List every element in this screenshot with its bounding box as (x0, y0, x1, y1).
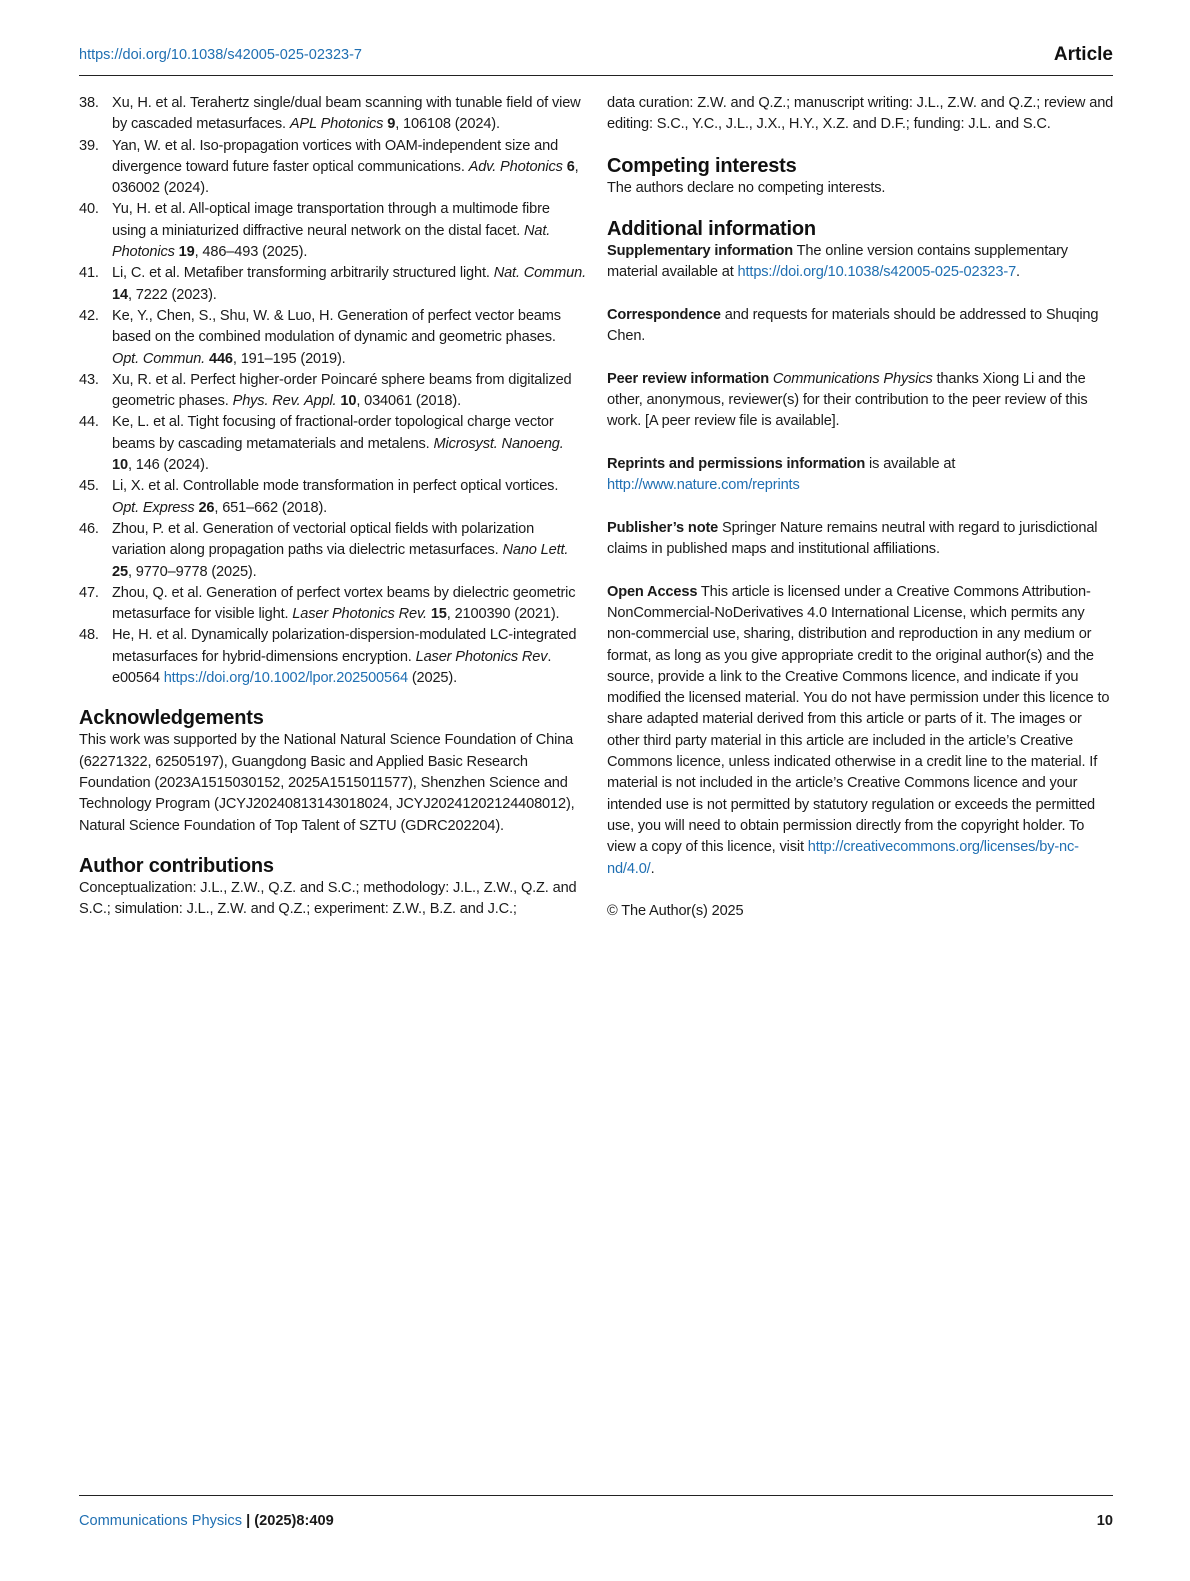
reference-pages: , 2100390 (2021). (446, 606, 560, 623)
reference-journal: Nat. Commun. (493, 265, 586, 282)
reference-pages: , 106108 (2024). (395, 116, 500, 133)
reference-number: 47. (79, 584, 99, 601)
article-type-label: Article (1053, 44, 1113, 65)
reference-item (79, 263, 586, 306)
reference-pages: , 9770–9778 (2025). (127, 563, 257, 580)
open-access-end: . (650, 860, 655, 877)
reference-text: Xu, R. et al. Perfect higher-order Poincaré sphere beams from digitalized geometric phases. (112, 371, 572, 410)
reference-number: 38. (79, 95, 99, 111)
correspondence-label: Correspondence (607, 306, 721, 323)
reference-text: He, H. et al. Dynamically polarization-dispersion-modulated LC-integrated metasurfaces for hybrid-dimensions encryption. (112, 627, 577, 665)
reprints-information (607, 454, 1114, 497)
supplementary-link[interactable]: https://doi.org/10.1038/s42005-025-02323-7 (737, 264, 1017, 281)
reference-journal: Microsyst. Nanoeng. (433, 435, 564, 452)
reference-journal: Nano Lett. (502, 542, 569, 559)
reference-volume: 10 (112, 457, 128, 474)
reference-item (79, 625, 586, 689)
supplementary-text: The online version contains supplementary material available at (607, 242, 1068, 281)
peer-review-text: thanks Xiong Li and the other, anonymous, reviewer(s) for their contribution to the peer review of this work. [A peer review file is available]. (607, 370, 1088, 430)
reference-pages: , 7222 (2023). (127, 286, 217, 303)
reference-text: Li, C. et al. Metafiber transforming arbitrarily structured light. (112, 265, 494, 282)
reference-volume: 25 (112, 563, 128, 580)
author-contributions-text: Conceptualization: J.L., Z.W., Q.Z. and S.C.; methodology: J.L., Z.W., Q.Z. and S.C.; simulation: J.L., Z.W. and Q.Z.; experiment: Z.W., B.Z. and J.C.; (79, 879, 577, 918)
reference-text: Ke, Y., Chen, S., Shu, W. & Luo, H. Generation of perfect vector beams based on the combined modulation of dynamic and geometric phases. (112, 307, 561, 346)
acknowledgements-heading: Acknowledgements (79, 707, 264, 730)
correspondence-text: and requests for materials should be addressed to Shuqing Chen. (607, 306, 1099, 345)
reference-item (79, 93, 586, 136)
reference-text: Xu, H. et al. Terahertz single/dual beam scanning with tunable field of view by cascaded metasurfaces. (112, 95, 581, 133)
reference-journal: APL Photonics (289, 116, 384, 133)
reference-number: 42. (79, 307, 99, 324)
reference-journal: Adv. Photonics (468, 158, 563, 175)
reference-number: 48. (79, 627, 99, 644)
page-number: 10 (1096, 1513, 1113, 1529)
publishers-note (607, 518, 1114, 561)
license-link[interactable]: http://creativecommons.org/licenses/by-nc-nd/4.0/ (607, 839, 1079, 877)
reference-volume: 14 (112, 286, 128, 303)
header-divider (79, 75, 1113, 76)
supplementary-label: Supplementary information (607, 242, 793, 259)
reference-item (79, 583, 586, 626)
reference-doi-link[interactable]: https://doi.org/10.1002/lpor.202500564 (163, 670, 408, 687)
reference-number: 45. (79, 478, 99, 495)
reference-text: Li, X. et al. Controllable mode transformation in perfect optical vortices. (112, 478, 559, 495)
reprints-text: is available at (865, 455, 956, 472)
reference-item (79, 519, 586, 583)
reference-number: 41. (79, 265, 99, 282)
open-access-label: Open Access (607, 583, 698, 600)
author-contributions-continued: data curation: Z.W. and Q.Z.; manuscript writing: J.L., Z.W. and Q.Z.; review and editing: S.C., Y.C., J.L., J.X., H.Y., X.Z. and D.F.; funding: J.L. and S.C. (607, 95, 1114, 133)
publishers-note-label: Publisher’s note (607, 519, 719, 536)
competing-interests-text: The authors declare no competing interests. (607, 179, 886, 196)
reference-pages: , 191–195 (2019). (232, 350, 346, 367)
right-column (607, 93, 1114, 922)
reference-item (79, 306, 586, 370)
peer-review-label: Peer review information (607, 370, 769, 387)
reference-volume: 9 (387, 116, 396, 133)
peer-review-information (607, 369, 1114, 433)
reference-volume: 19 (178, 244, 195, 261)
reference-item (79, 476, 586, 519)
reference-volume: 15 (430, 606, 447, 623)
reference-journal: Nat. Photonics (112, 222, 551, 261)
peer-review-journal: Communications Physics (772, 370, 933, 387)
reference-pages: , 034061 (2018). (356, 393, 462, 410)
reference-text: Ke, L. et al. Tight focusing of fractional-order topological charge vector beams by cascading metamaterials and metalens. (112, 414, 554, 452)
reference-item (79, 412, 586, 476)
correspondence (607, 305, 1114, 348)
reference-year: (2025). (407, 670, 458, 687)
reference-volume: 446 (209, 350, 233, 367)
header-doi-link[interactable]: https://doi.org/10.1038/s42005-025-02323-7 (79, 47, 362, 63)
reference-item (79, 370, 586, 413)
reference-pages: . e00564 (112, 648, 552, 687)
reference-volume: 10 (340, 393, 357, 410)
footer-citation (79, 1513, 334, 1529)
reference-number: 46. (79, 520, 99, 537)
open-access (607, 582, 1114, 880)
reference-journal: Opt. Express (112, 499, 195, 516)
reference-journal: Opt. Commun. (112, 350, 206, 367)
competing-interests-heading: Competing interests (607, 154, 797, 177)
reference-list (79, 93, 586, 689)
reference-journal: Laser Photonics Rev (415, 648, 548, 665)
left-column (79, 93, 586, 920)
footer-divider (79, 1495, 1113, 1496)
reference-pages: , 651–662 (2018). (214, 499, 328, 516)
reference-text: Zhou, P. et al. Generation of vectorial optical fields with polarization variation along propagation paths via dielectric metasurfaces. (112, 520, 535, 559)
reference-pages: , 486–493 (2025). (194, 244, 308, 261)
footer-journal-name[interactable]: Communications Physics (79, 1513, 243, 1529)
copyright-notice: © The Author(s) 2025 (607, 903, 744, 920)
reference-journal: Laser Photonics Rev. (292, 606, 427, 623)
reference-number: 44. (79, 414, 99, 431)
reference-item (79, 136, 586, 200)
open-access-text: This article is licensed under a Creative Commons Attribution-NonCommercial-NoDerivatives 4.0 International License, which permits any non-commercial use, sharing, distribution and reproduction in any medium or format, as long as you give appropriate credit to the original author(s) and the source, provide a link to the Creative Commons licence, and indicate if you modified the licensed material. You do not have permission under this licence to share adapted material derived from this article or parts of it. The images or other third party material in this article are included in the article’s Creative Commons licence, unless indicated otherwise in a credit line to the material. If material is not included in the article’s Creative Commons licence and your intended use is not permitted by statutory regulation or exceeds the permitted use, you will need to obtain permission directly from the copyright holder. To view a copy of this licence, visit (607, 583, 1110, 856)
reference-volume: 6 (566, 158, 575, 175)
reference-text: Yan, W. et al. Iso-propagation vortices with OAM-independent size and divergence toward future faster optical communications. (112, 137, 559, 175)
supplementary-information (607, 241, 1114, 284)
reference-number: 40. (79, 201, 99, 218)
publishers-note-text: Springer Nature remains neutral with regard to jurisdictional claims in published maps and institutional affiliations. (607, 519, 1098, 558)
reference-pages: , 036002 (2024). (112, 158, 579, 197)
reprints-label: Reprints and permissions information (607, 455, 866, 472)
author-contributions-heading: Author contributions (79, 854, 274, 877)
reference-pages: , 146 (2024). (127, 457, 209, 474)
reference-number: 39. (79, 137, 99, 154)
footer-volume: | (2025)8:409 (242, 1513, 334, 1529)
reference-number: 43. (79, 371, 99, 388)
reference-journal: Phys. Rev. Appl. (232, 393, 337, 410)
reference-text: Yu, H. et al. All-optical image transportation through a multimode fibre using a miniaturized diffractive neural network on the distal facet. (112, 201, 550, 239)
additional-information-heading: Additional information (607, 217, 816, 240)
reference-text: Zhou, Q. et al. Generation of perfect vortex beams by dielectric geometric metasurface for visible light. (112, 584, 576, 623)
supplementary-end: . (1016, 264, 1020, 281)
reference-volume: 26 (198, 499, 215, 516)
reference-item (79, 199, 586, 263)
acknowledgements-text: This work was supported by the National Natural Science Foundation of China (62271322, 62505197), Guangdong Basic and Applied Basic Research Foundation (2023A1515030152, 2025A1515011577), Shenzhen Science and Technology Program (JCYJ20240813143018024, JCYJ20241202124408012), Natural Science Foundation of Top Talent of SZTU (GDRC202204). (79, 732, 575, 834)
reprints-link[interactable]: http://www.nature.com/reprints (607, 477, 800, 494)
